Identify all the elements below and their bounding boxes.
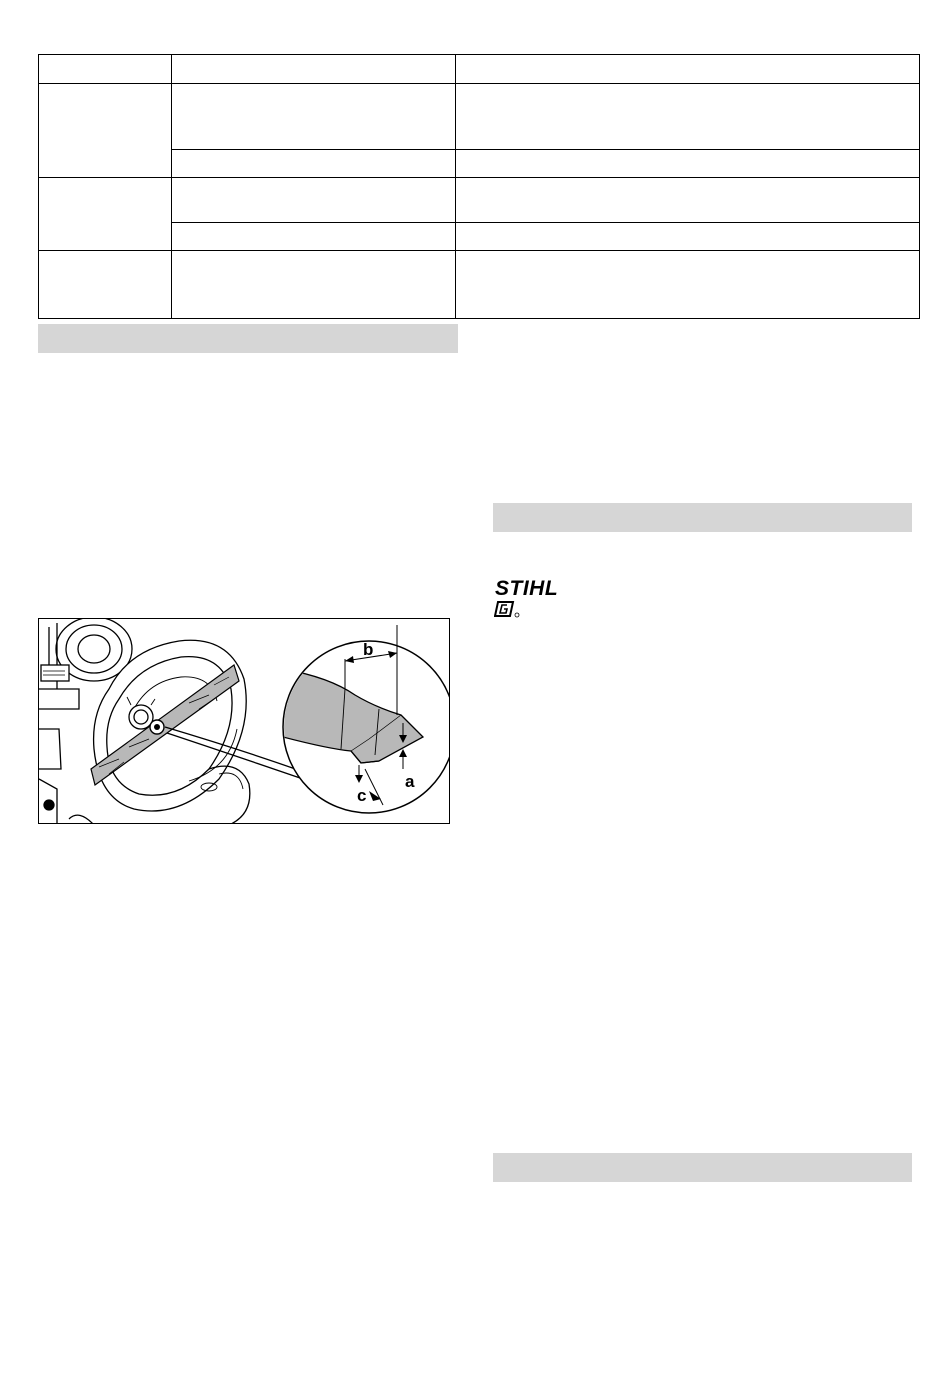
- dimension-label-a: a: [405, 772, 415, 791]
- table-row: [39, 223, 920, 251]
- specification-table: [38, 54, 920, 319]
- table-row: [39, 84, 920, 150]
- logo-wordmark: STIHL: [495, 577, 559, 600]
- table-cell: [456, 223, 920, 251]
- table-row: [39, 150, 920, 178]
- section-heading-right-2: [493, 1153, 912, 1182]
- dimension-label-c: c: [357, 786, 367, 805]
- blade-wear-figure: [38, 618, 450, 824]
- table-cell: [172, 178, 456, 223]
- table-cell: [456, 178, 920, 223]
- section-heading-text: [38, 324, 458, 336]
- table-cell: [172, 223, 456, 251]
- section-heading-left: [38, 324, 458, 353]
- table-cell: [456, 251, 920, 319]
- table-cell: [39, 84, 172, 178]
- table-cell: [39, 251, 172, 319]
- table-cell: [39, 178, 172, 251]
- mower-housing-icon: [39, 619, 250, 824]
- table-row: [39, 251, 920, 319]
- table-cell: [172, 251, 456, 319]
- table-row: [39, 178, 920, 223]
- table-cell: [172, 150, 456, 178]
- table-header-row: [39, 55, 920, 84]
- section-heading-text: [493, 1153, 912, 1165]
- table-cell: [172, 55, 456, 84]
- table-cell: [172, 84, 456, 150]
- table-cell: [456, 150, 920, 178]
- table-cell: [456, 55, 920, 84]
- section-heading-text: [493, 503, 912, 515]
- table-cell: [456, 84, 920, 150]
- section-heading-right-1: [493, 503, 912, 532]
- stihl-logo: [494, 576, 574, 622]
- dimension-label-b: b: [363, 640, 374, 659]
- table-cell: [39, 55, 172, 84]
- gi-emblem-icon: [495, 602, 519, 617]
